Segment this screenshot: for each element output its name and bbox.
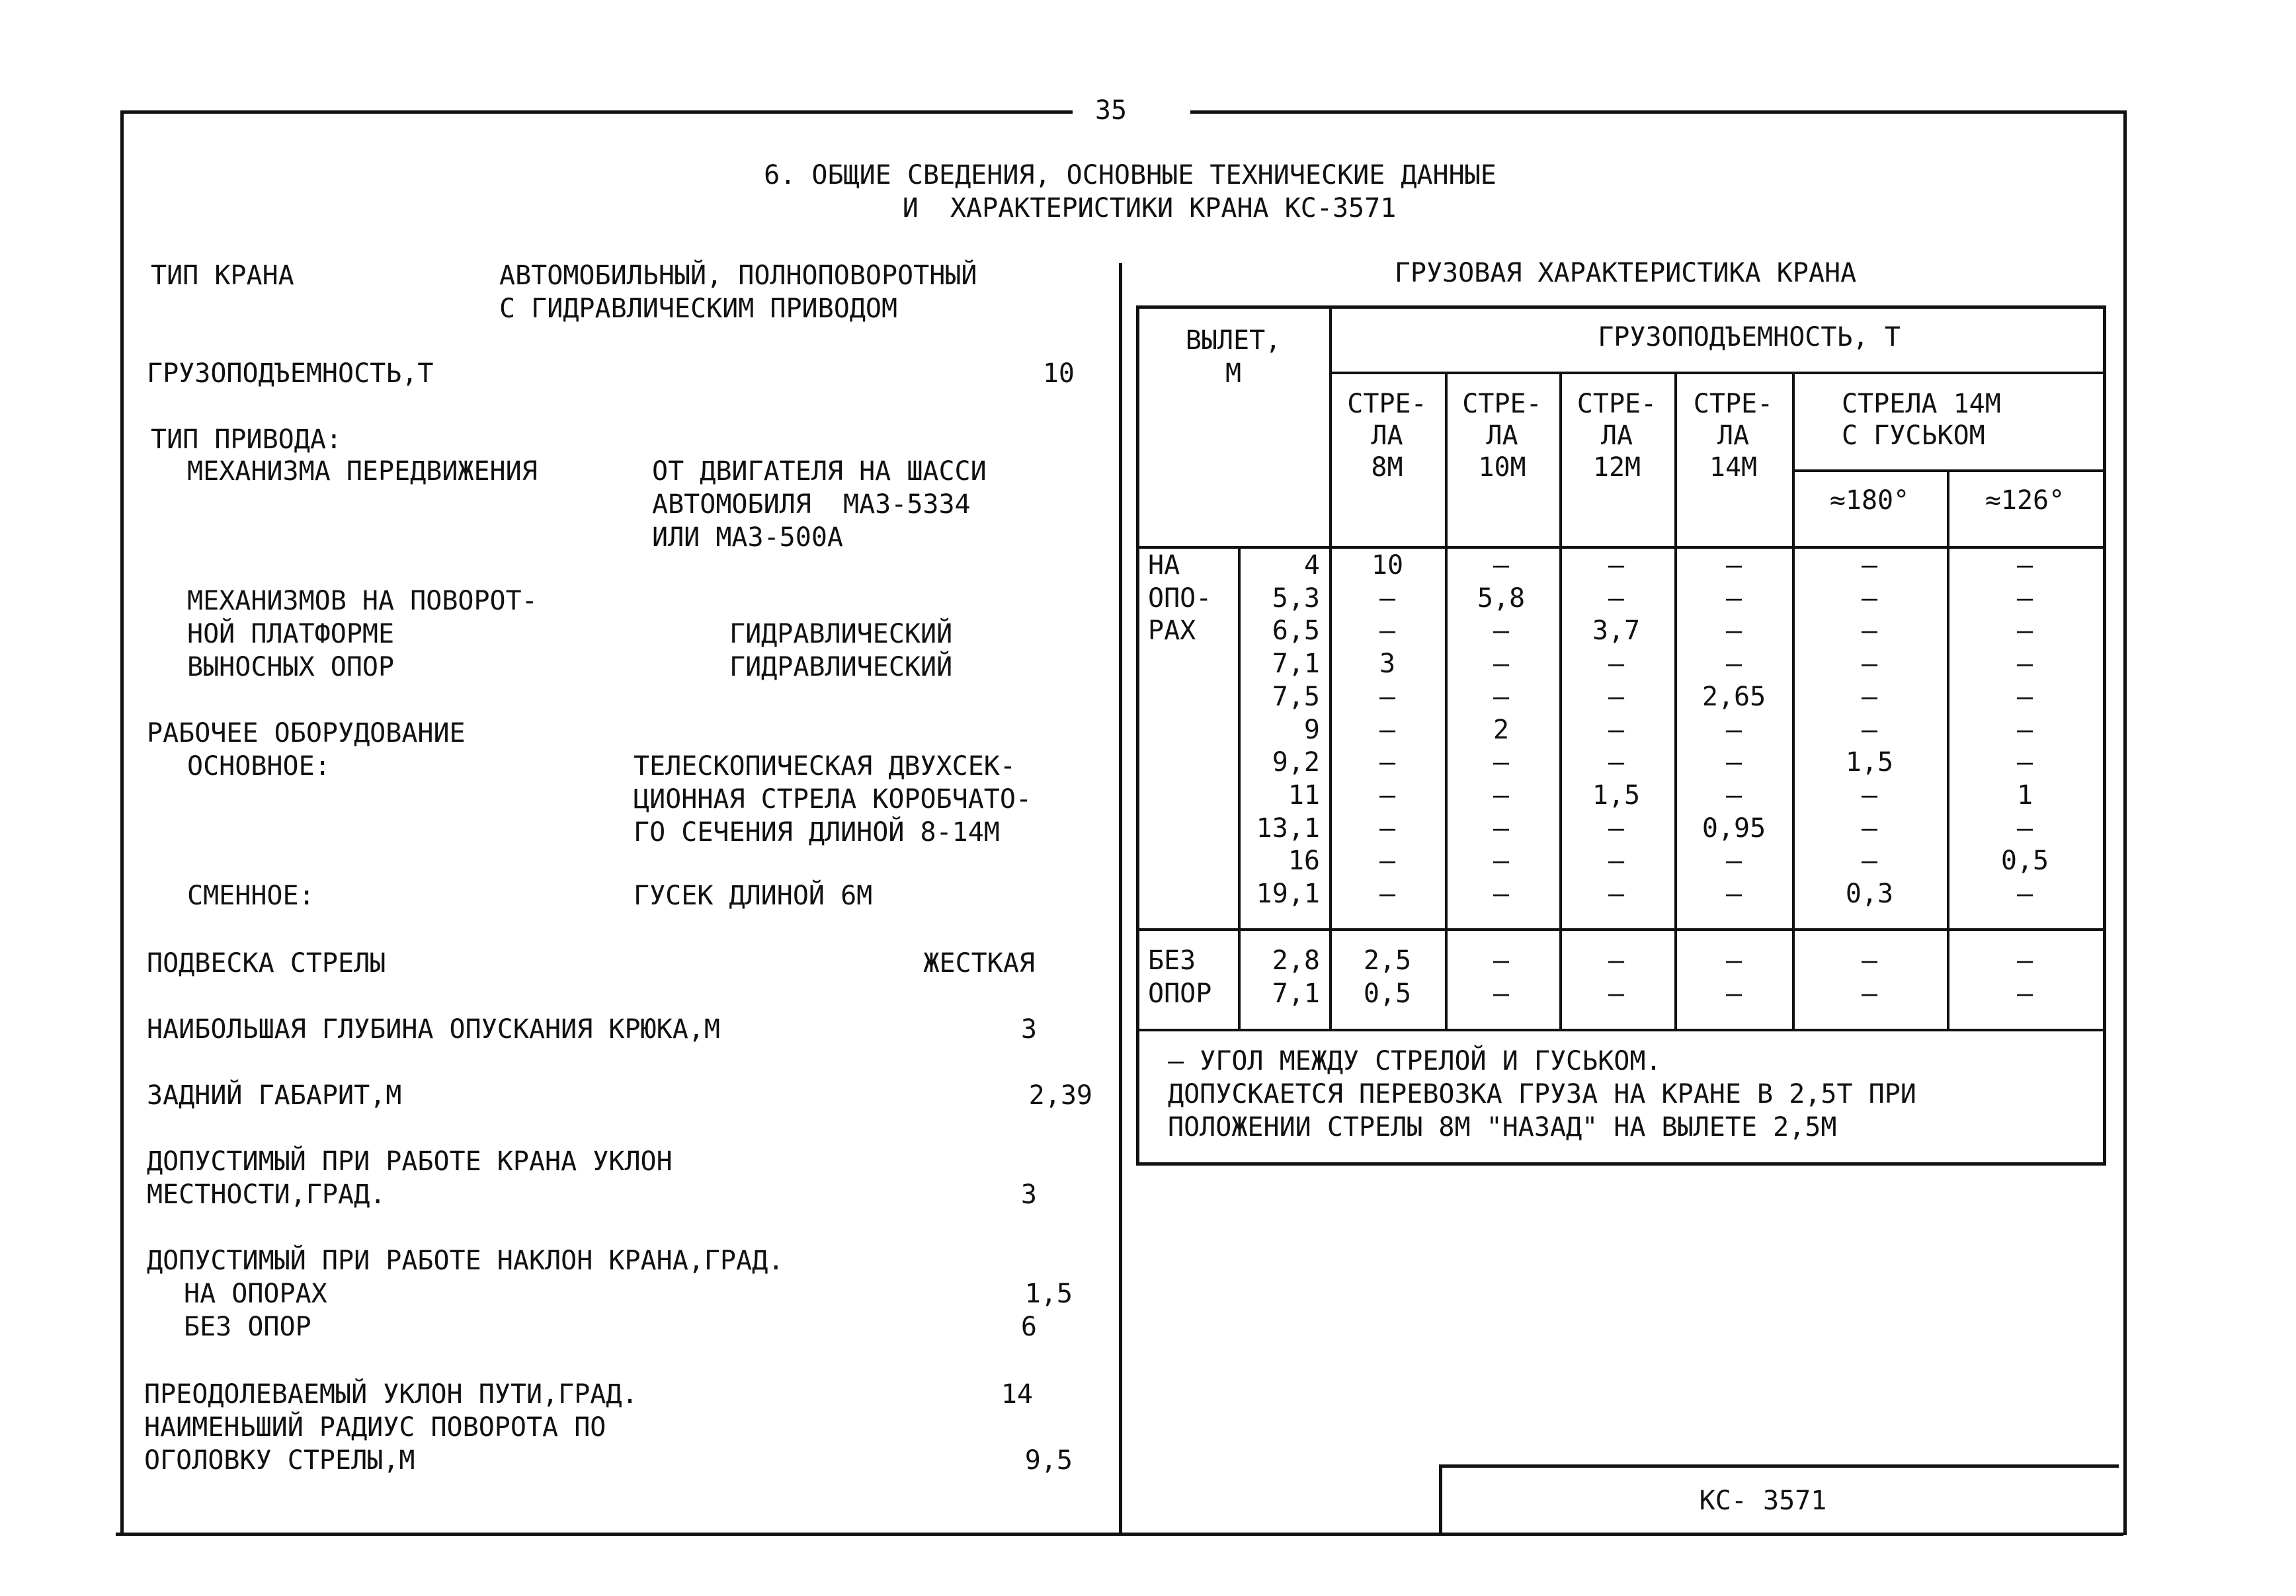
capacity-cell: – (1861, 945, 1878, 976)
col-divider (1445, 372, 1448, 1029)
capacity-cell: – (1493, 779, 1510, 811)
ground-slope-label: МЕСТНОСТИ,ГРАД. (147, 1179, 386, 1210)
boom-column-header: ЛА (1717, 420, 1750, 451)
crane-tilt-label: ДОПУСТИМЫЙ ПРИ РАБОТЕ НАКЛОН КРАНА,ГРАД. (147, 1246, 784, 1276)
road-grade-label: ПРЕОДОЛЕВАЕМЫЙ УКЛОН ПУТИ,ГРАД. (144, 1379, 638, 1410)
on-outriggers-label: НА (1148, 550, 1180, 580)
ground-slope-label: ДОПУСТИМЫЙ ПРИ РАБОТЕ КРАНА УКЛОН (147, 1146, 673, 1177)
col-divider (1674, 372, 1677, 1029)
capacity-cell: – (1379, 714, 1396, 745)
capacity-cell: – (1608, 747, 1625, 778)
section-title-line-1: 6. ОБЩИЕ СВЕДЕНИЯ, ОСНОВНЫЕ ТЕХНИЧЕСКИЕ ДАННЫЕ (764, 160, 1496, 190)
frame-top-left (120, 110, 1073, 114)
capacity-cell: – (1379, 582, 1396, 614)
outrigger-drive-value: ГИДРАВЛИЧЕСКИЙ (729, 652, 953, 682)
boom-column-header: СТРЕ- (1462, 389, 1542, 419)
boom-column-header: 12М (1592, 452, 1641, 483)
capacity-cell: – (1861, 978, 1878, 1009)
capacity-cell: – (1725, 879, 1742, 909)
reach-cell: 7,5 (1272, 681, 1320, 712)
capacity-cell: – (1861, 649, 1878, 680)
boom-column-header: СТРЕ- (1577, 389, 1657, 419)
capacity-cell: 1,5 (1592, 779, 1641, 811)
hook-depth-value: 3 (1020, 1014, 1037, 1045)
capacity-cell: – (1493, 879, 1510, 909)
capacity-cell: – (1493, 550, 1510, 580)
table-note: ДОПУСКАЕТСЯ ПЕРЕВОЗКА ГРУЗА НА КРАНЕ В 2,5Т ПРИ (1168, 1079, 1916, 1109)
reach-cell: 7,1 (1272, 978, 1320, 1009)
main-equipment-value: ТЕЛЕСКОПИЧЕСКАЯ ДВУХСЕК- (634, 751, 1016, 781)
on-outriggers-label: РАХ (1148, 616, 1196, 647)
capacity-cell: – (2016, 879, 2033, 909)
capacity-cell: – (1493, 945, 1510, 976)
capacity-cell: 0,5 (2000, 846, 2049, 877)
capacity-cell: – (1725, 582, 1742, 614)
outrigger-drive-label: ВЫНОСНЫХ ОПОР (187, 652, 395, 682)
capacity-cell: – (1379, 879, 1396, 909)
capacity-cell: – (1379, 813, 1396, 844)
frame-right (2123, 110, 2127, 1535)
capacity-value: 10 (1042, 358, 1075, 389)
boom-column-header: ЛА (1600, 420, 1633, 451)
capacity-cell: – (1861, 582, 1878, 614)
capacity-cell: – (1608, 681, 1625, 712)
col-divider (1559, 372, 1562, 1029)
reach-cell: 6,5 (1272, 616, 1320, 647)
capacity-cell: 1,5 (1845, 747, 1894, 778)
no-outriggers-label: ОПОР (1148, 978, 1212, 1009)
reach-cell: 7,1 (1272, 649, 1320, 680)
reach-cell: 2,8 (1272, 945, 1320, 976)
capacity-cell: – (1493, 649, 1510, 680)
jib-header: СТРЕЛА 14М (1842, 389, 2001, 419)
capacity-cell: – (2016, 550, 2033, 580)
capacity-cell: – (1493, 813, 1510, 844)
capacity-cell: – (1379, 846, 1396, 877)
table-right (2103, 305, 2106, 1166)
capacity-cell: – (1725, 714, 1742, 745)
reach-cell: 11 (1288, 779, 1320, 811)
capacity-cell: – (1725, 649, 1742, 680)
reach-cell: 4 (1303, 550, 1320, 580)
equipment-label: РАБОЧЕЕ ОБОРУДОВАНИЕ (147, 718, 466, 748)
capacity-cell: 2 (1493, 714, 1510, 745)
capacity-cell: 3,7 (1592, 616, 1641, 647)
travel-drive-value: ИЛИ МАЗ-500А (652, 522, 843, 553)
section-title-line-2: И ХАРАКТЕРИСТИКИ КРАНА КС-3571 (902, 193, 1397, 223)
capacity-cell: – (1861, 846, 1878, 877)
tilt-no-outriggers-value: 6 (1020, 1312, 1037, 1342)
capacity-cell: – (1493, 978, 1510, 1009)
capacity-cell: – (1861, 714, 1878, 745)
capacity-cell: 2,5 (1363, 945, 1412, 976)
tail-swing-label: ЗАДНИЙ ГАБАРИТ,М (147, 1080, 402, 1111)
capacity-cell: – (2016, 945, 2033, 976)
capacity-cell: 1 (2016, 779, 2033, 811)
jib-header: С ГУСЬКОМ (1842, 420, 1985, 451)
road-grade-value: 14 (1001, 1379, 1033, 1410)
capacity-cell: – (1725, 945, 1742, 976)
capacity-cell: – (1608, 945, 1625, 976)
section-rule (1136, 928, 2106, 931)
capacity-cell: – (1379, 747, 1396, 778)
capacity-cell: 0,95 (1702, 813, 1766, 844)
capacity-cell: – (1608, 649, 1625, 680)
capacity-cell: – (1608, 846, 1625, 877)
page-number: 35 (1094, 95, 1128, 126)
reach-header: М (1225, 358, 1242, 389)
capacity-cell: – (1725, 846, 1742, 877)
tail-swing-value: 2,39 (1028, 1080, 1092, 1111)
capacity-cell: – (1379, 779, 1396, 811)
boom-column-header: СТРЕ- (1347, 389, 1427, 419)
capacity-cell: – (2016, 978, 2033, 1009)
reach-cell: 9 (1303, 714, 1320, 745)
col-divider (1238, 546, 1241, 1029)
tilt-on-outriggers-label: НА ОПОРАХ (184, 1279, 327, 1309)
capacity-label: ГРУЗОПОДЪЕМНОСТЬ,Т (147, 358, 434, 389)
turning-radius-label: НАИМЕНЬШИЙ РАДИУС ПОВОРОТА ПО (144, 1412, 606, 1443)
boom-column-header: ЛА (1371, 420, 1403, 451)
table-note: ПОЛОЖЕНИИ СТРЕЛЫ 8М "НАЗАД" НА ВЫЛЕТЕ 2,5М (1168, 1112, 1837, 1142)
capacity-cell: 2,65 (1702, 681, 1766, 712)
alt-equipment-label: СМЕННОЕ: (187, 881, 315, 911)
reach-cell: 9,2 (1272, 747, 1320, 778)
boom-suspension-value: ЖЕСТКАЯ (923, 948, 1035, 978)
travel-drive-label: МЕХАНИЗМА ПЕРЕДВИЖЕНИЯ (187, 456, 538, 487)
capacity-header: ГРУЗОПОДЪЕМНОСТЬ, Т (1598, 322, 1901, 352)
travel-drive-value: ОТ ДВИГАТЕЛЯ НА ШАССИ (652, 456, 987, 487)
capacity-cell: – (1608, 714, 1625, 745)
reach-header: ВЫЛЕТ, (1185, 325, 1282, 356)
main-equipment-label: ОСНОВНОЕ: (187, 751, 331, 781)
capacity-cell: – (1608, 582, 1625, 614)
crane-type-value: АВТОМОБИЛЬНЫЙ, ПОЛНОПОВОРОТНЫЙ (499, 260, 977, 291)
frame-top-right (1190, 110, 2126, 114)
capacity-cell: – (1608, 550, 1625, 580)
capacity-cell: – (1493, 747, 1510, 778)
table-bottom (1136, 1162, 2106, 1166)
reach-cell: 19,1 (1256, 879, 1320, 909)
boom-suspension-label: ПОДВЕСКА СТРЕЛЫ (147, 948, 386, 978)
boom-column-header: 14М (1709, 452, 1758, 483)
col-divider (1792, 372, 1795, 1029)
crane-type-label: ТИП КРАНА (151, 260, 294, 291)
capacity-cell: – (2016, 616, 2033, 647)
no-outriggers-label: БЕЗ (1148, 945, 1196, 976)
jib-angle-header: ≈126° (1985, 485, 2065, 516)
col-divider (1947, 469, 1949, 1029)
boom-column-header: СТРЕ- (1693, 389, 1774, 419)
reach-cell: 16 (1288, 846, 1320, 877)
capacity-cell: – (1608, 978, 1625, 1009)
platform-drive-label: НОЙ ПЛАТФОРМЕ (187, 619, 395, 649)
main-equipment-value: ЦИОННАЯ СТРЕЛА КОРОБЧАТО- (634, 784, 1032, 815)
stamp-top (1439, 1464, 2119, 1468)
on-outriggers-label: ОПО- (1148, 582, 1212, 614)
capacity-cell: – (2016, 649, 2033, 680)
col-divider (1329, 305, 1332, 1029)
capacity-cell: – (1861, 550, 1878, 580)
capacity-cell: – (1861, 616, 1878, 647)
capacity-cell: 3 (1379, 649, 1396, 680)
table-left (1136, 305, 1139, 1166)
capacity-cell: 10 (1371, 550, 1404, 580)
table-top (1136, 305, 2106, 309)
capacity-cell: – (1493, 846, 1510, 877)
reach-cell: 13,1 (1256, 813, 1320, 844)
capacity-cell: – (1861, 813, 1878, 844)
reach-cell: 5,3 (1272, 582, 1320, 614)
capacity-cell: – (2016, 813, 2033, 844)
capacity-cell: – (1725, 550, 1742, 580)
capacity-cell: – (1725, 616, 1742, 647)
tilt-no-outriggers-label: БЕЗ ОПОР (184, 1312, 311, 1342)
load-chart-title: ГРУЗОВАЯ ХАРАКТЕРИСТИКА КРАНА (1394, 258, 1857, 288)
table-note: – УГОЛ МЕЖДУ СТРЕЛОЙ И ГУСЬКОМ. (1168, 1046, 1662, 1076)
capacity-cell: – (1725, 747, 1742, 778)
capacity-cell: – (1725, 779, 1742, 811)
capacity-cell: – (1608, 813, 1625, 844)
boom-column-header: 8М (1371, 452, 1403, 483)
turning-radius-label: ОГОЛОВКУ СТРЕЛЫ,М (144, 1445, 415, 1476)
capacity-cell: – (2016, 582, 2033, 614)
capacity-cell: – (1493, 681, 1510, 712)
stamp-left (1439, 1464, 1442, 1535)
capacity-cell: – (1379, 616, 1396, 647)
turning-radius-value: 9,5 (1024, 1445, 1073, 1476)
capacity-cell: – (1608, 879, 1625, 909)
alt-equipment-value: ГУСЕК ДЛИНОЙ 6М (634, 881, 873, 911)
capacity-cell: – (1493, 616, 1510, 647)
frame-left (120, 110, 124, 1535)
capacity-cell: – (1861, 779, 1878, 811)
ground-slope-value: 3 (1020, 1179, 1037, 1210)
capacity-cell: – (1861, 681, 1878, 712)
jib-angle-header: ≈180° (1829, 485, 1910, 516)
platform-drive-label: МЕХАНИЗМОВ НА ПОВОРОТ- (187, 586, 538, 616)
boom-column-header: ЛА (1486, 420, 1518, 451)
crane-type-value: С ГИДРАВЛИЧЕСКИМ ПРИВОДОМ (499, 294, 898, 324)
travel-drive-value: АВТОМОБИЛЯ МАЗ-5334 (652, 489, 971, 520)
tilt-on-outriggers-value: 1,5 (1024, 1279, 1073, 1309)
main-equipment-value: ГО СЕЧЕНИЯ ДЛИНОЙ 8-14М (634, 817, 1000, 848)
capacity-cell: – (1725, 978, 1742, 1009)
drive-type-label: ТИП ПРИВОДА: (151, 424, 342, 455)
platform-drive-value: ГИДРАВЛИЧЕСКИЙ (729, 619, 953, 649)
capacity-cell: 0,5 (1363, 978, 1412, 1009)
capacity-cell: – (1379, 681, 1396, 712)
center-divider (1119, 263, 1122, 1534)
capacity-cell: – (2016, 747, 2033, 778)
capacity-cell: 0,3 (1845, 879, 1894, 909)
capacity-cell: – (2016, 681, 2033, 712)
hook-depth-label: НАИБОЛЬШАЯ ГЛУБИНА ОПУСКАНИЯ КРЮКА,М (147, 1014, 720, 1045)
capacity-cell: – (2016, 714, 2033, 745)
capacity-cell: 5,8 (1477, 582, 1526, 614)
boom-column-header: 10М (1478, 452, 1526, 483)
drawing-code: КС- 3571 (1699, 1486, 1827, 1516)
table-body-end (1136, 1029, 2106, 1031)
